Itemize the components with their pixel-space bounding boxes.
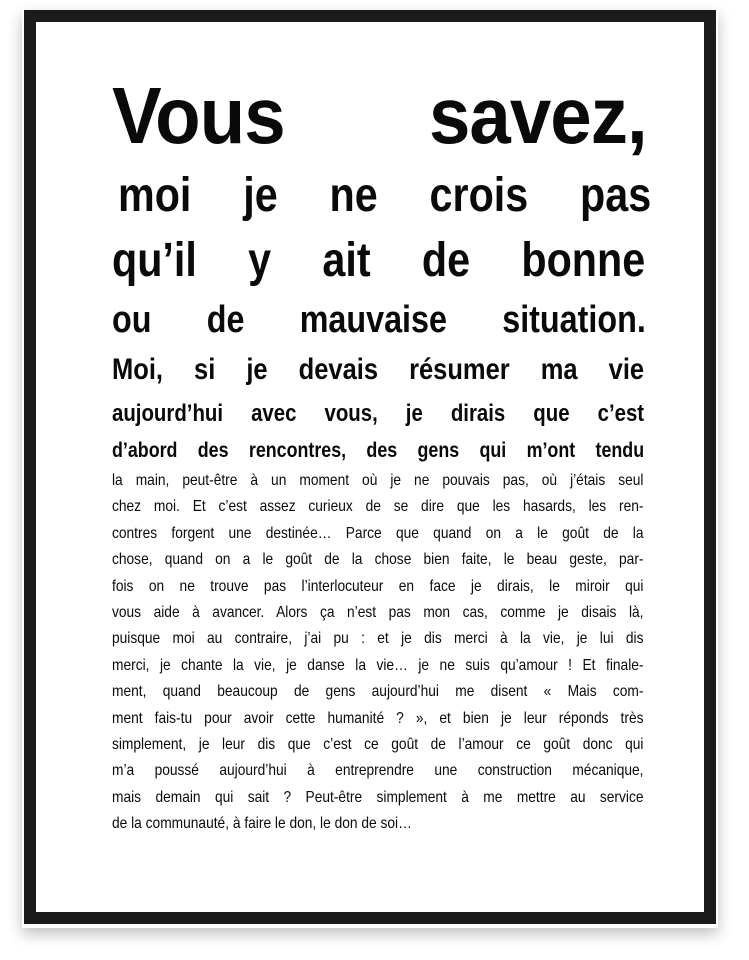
headline-line-7: d’abord des rencontres, des gens qui m’ont tendu — [112, 439, 645, 462]
headline-line-6: aujourd’hui avec vous, je dirais que c’est — [112, 400, 645, 427]
body-line: fois on ne trouve pas l’interlocuteur en face je dirais, le miroir qui — [112, 577, 644, 595]
body-line: contres forgent une destinée… Parce que quand on a le goût de la — [112, 524, 644, 542]
poster-frame — [24, 10, 716, 924]
headline-line-2: moi je ne crois pas — [118, 169, 652, 222]
body-line: de la communauté, à faire le don, le don de soi… — [112, 815, 412, 833]
body-line: la main, peut-être à un moment où je ne pouvais pas, où j’étais seul — [112, 472, 644, 489]
body-line: ment fais-tu pour avoir cette humanité ? », et bien je leur réponds très — [112, 709, 644, 727]
poster-text — [112, 68, 652, 838]
headline-line-3: qu’il y ait de bonne — [112, 234, 646, 287]
body-line: simplement, je leur dis que c’est ce goût de l’amour ce goût donc qui — [112, 736, 644, 754]
body-line: chez moi. Et c’est assez curieux de se dire que les hasards, les ren- — [112, 498, 644, 516]
body-line: mais demain qui sait ? Peut-être simplement à me mettre au service — [112, 788, 644, 806]
headline-line-5: Moi, si je devais résumer ma vie — [112, 353, 645, 386]
headline-line-1: Vous savez, — [112, 71, 647, 160]
body-paragraph — [112, 468, 644, 838]
body-line: merci, je chante la vie, je danse la vie… je ne suis qu’amour ! Et finale- — [112, 656, 644, 674]
body-line: vous aide à avancer. Alors ça n’est pas mon cas, comme je disais là, — [112, 604, 644, 622]
body-line: m’a poussé aujourd’hui à entreprendre une construction mécanique, — [112, 762, 644, 780]
poster-paper — [36, 22, 704, 912]
body-line: chose, quand on a le goût de la chose bien faite, le beau geste, par- — [112, 551, 644, 569]
headline-line-4: ou de mauvaise situation. — [112, 299, 646, 341]
body-line: ment, quand beaucoup de gens aujourd’hui me disent « Mais com- — [112, 683, 644, 701]
body-line: puisque moi au contraire, j’ai pu : et je dis merci à la vie, je lui dis — [112, 630, 644, 648]
